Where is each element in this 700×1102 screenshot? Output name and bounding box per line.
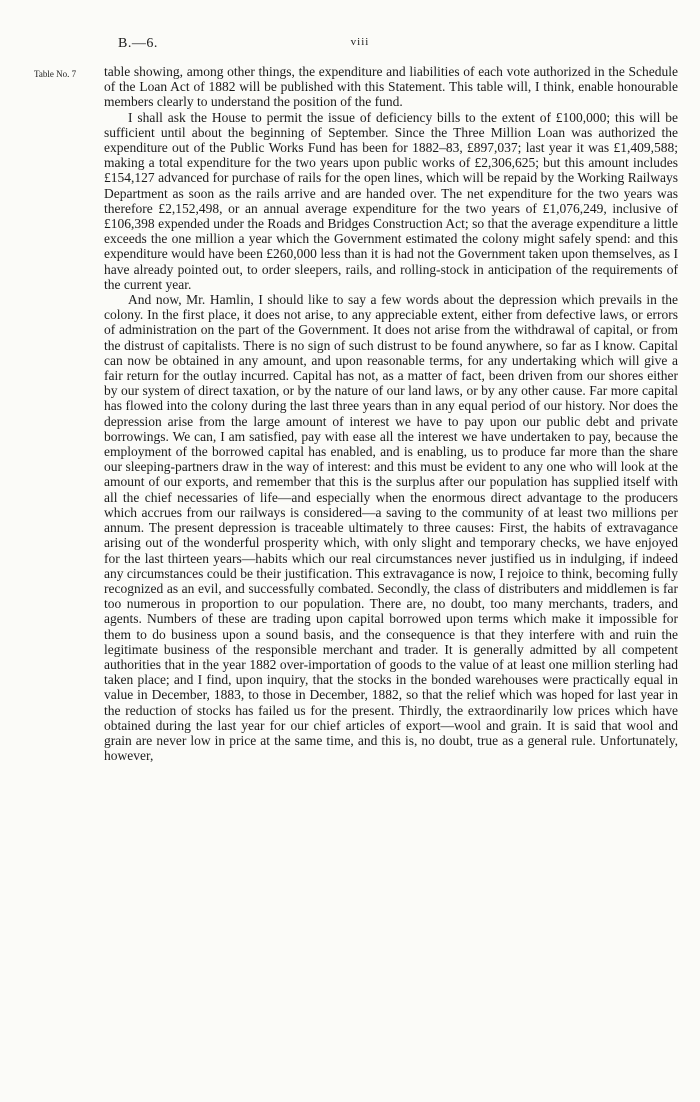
paragraph-deficiency-bills: I shall ask the House to permit the issue of deficiency bills to the extent of £100,000; this will be sufficient until about the beginning of September. Since the Three Million Loan was authorized the expenditure out of the Public Works Fund has been for 1882–83, £897,037; last year it was £1,409,588; making a total expenditure for the two years upon public works of £2,306,625; but this amount includes £154,127 advanced for purchase of rails for the open lines, which will be repaid by the Working Railways Department as soon as the rails arrive and are handed over. The net expenditure for the two years was therefore £2,152,498, or an annual average expenditure for the two years of £1,076,249, inclusive of £106,398 expended under the Roads and Bridges Construction Act; so that the average expenditure a little exceeds the one million a year which the Government estimated the colony might safely spend: and this expenditure would have been £260,000 less than it is had not the Government taken upon themselves, as I have already pointed out, to order sleepers, rails, and rolling-stock in anticipation of the requirements of the current year. — [104, 109, 678, 292]
document-reference: B.—6. — [118, 36, 158, 51]
margin-note: Table No. 7 — [34, 69, 77, 79]
page-number: viii — [350, 36, 370, 48]
paragraph-continuation: table showing, among other things, the expenditure and liabilities of each vote authorized in the Schedule of the Loan Act of 1882 will be published with this Statement. This table will, I think, enable honourable members clearly to understand the position of the fund. — [104, 64, 678, 110]
page-header — [0, 36, 700, 56]
paragraph-depression: And now, Mr. Hamlin, I should like to say a few words about the depression which prevails in the colony. In the first place, it does not arise, to any appreciable extent, either from defective laws, or errors of administration on the part of the Government. It does not arise from the withdrawal of capital, or from the distrust of capitalists. There is no sign of such distrust to be found anywhere, so far as I know. Capital can now be obtained in any amount, and upon reasonable terms, for any undertaking which will give a fair return for the outlay incurred. Capital has not, as a matter of fact, been driven from our shores either by our system of direct taxation, or by the nature of our land laws, or by any other cause. Far more capital has flowed into the colony during the last three years than in any equal period of our history. Nor does the depression arise from the large amount of interest we have to pay upon our public debt and private borrowings. We can, I am satisfied, pay with ease all the interest we have undertaken to pay, because the employment of the borrowed capital has enabled, and is enabling, us to produce far more than the share our sleeping-partners draw in the way of interest: and this must be evident to any one who will look at the amount of our exports, and remember that this is the surplus after our population has supplied itself with all the chief necessaries of life—and especially when the enormous direct advantage to the producers which accrues from our railways is considered—a saving to the community of at least two millions per annum. The present depression is traceable ultimately to three causes: First, the habits of extravagance arising out of the wonderful prosperity which, with only slight and temporary checks, we have enjoyed for the last thirteen years—habits which our real circumstances never justified us in indulging, if indeed any circumstances could be their justification. This extravagance is now, I rejoice to think, becoming fully recognized as an evil, and successfully combated. Secondly, the class of distributers and middlemen is far too numerous in proportion to our population. There are, no doubt, too many merchants, traders, and agents. Numbers of these are trading upon capital borrowed upon terms which make it impossible for them to do business upon a sound basis, and the consequence is that they interfere with and ruin the legitimate business of the responsible merchant and trader. It is generally admitted by all competent authorities that in the year 1882 over-importation of goods to the value of at least one million sterling had taken place; and I find, upon inquiry, that the stocks in the bonded warehouses were practically equal in value in December, 1883, to those in December, 1882, so that the relief which was hoped for last year in the reduction of stocks has failed us for the present. Thirdly, the extraordinarily low prices which have obtained during the last year for our chief articles of export—wool and grain. It is said that wool and grain are never low in price at the same time, and this is, no doubt, true as a general rule. Unfortunately, however, — [104, 292, 678, 764]
body-text — [104, 64, 678, 763]
